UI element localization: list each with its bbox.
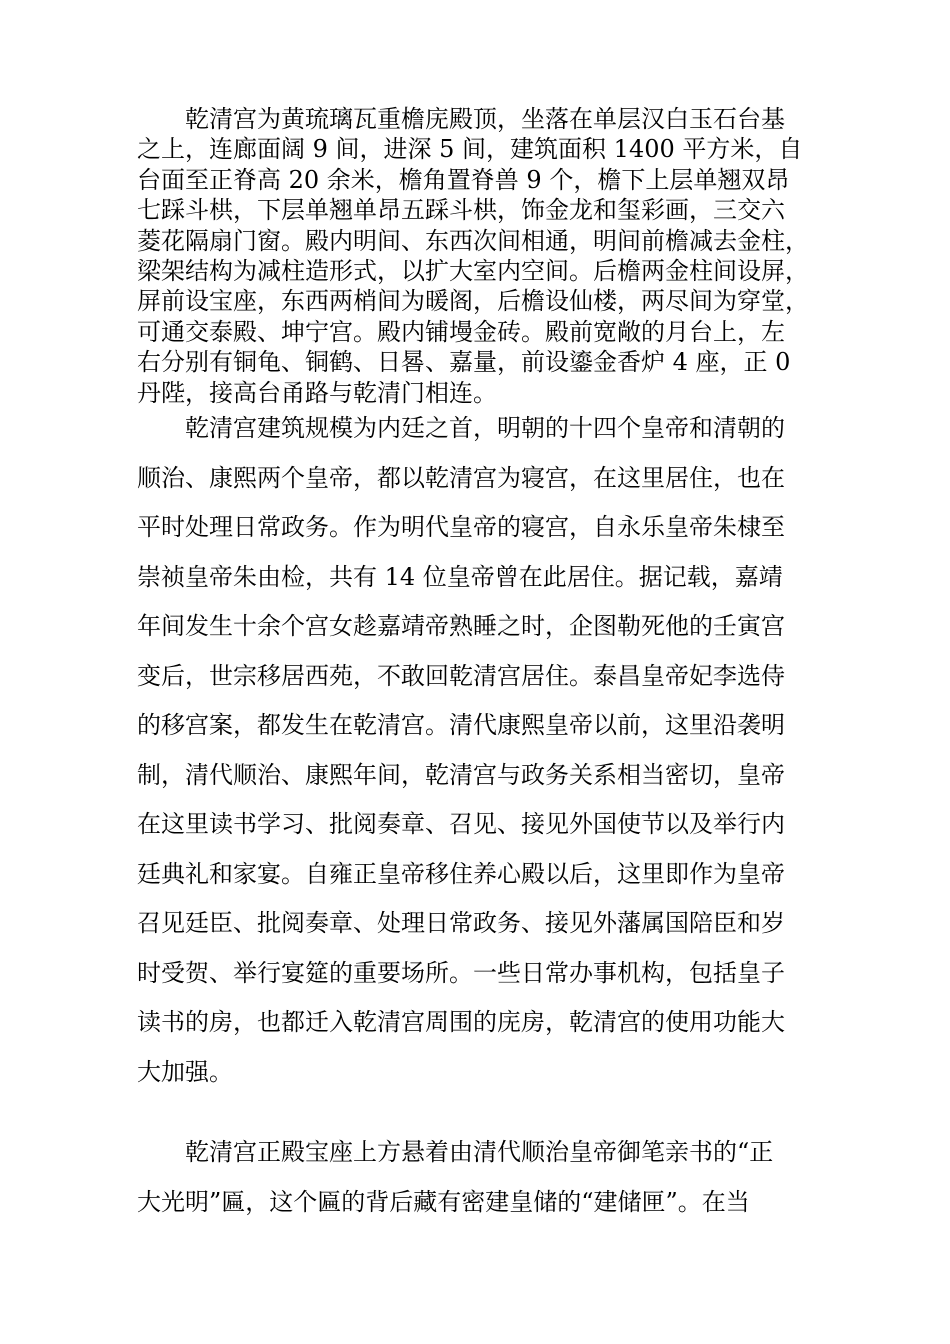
text-line: 丹陛，接高台甬路与乾清门相连。 xyxy=(137,378,497,407)
text-line: 顺治、康熙两个皇帝，都以乾清宫为寝宫，在这里居住，也在 xyxy=(137,463,785,492)
text-line: 屏前设宝座，东西两梢间为暖阁，后檐设仙楼，两尽间为穿堂， xyxy=(137,287,809,316)
text-line: 读书的房，也都迁入乾清宫周围的庑房，乾清宫的使用功能大 xyxy=(137,1008,785,1036)
text-line: 乾清宫为黄琉璃瓦重檐庑殿顶，坐落在单层汉白玉石台基 xyxy=(185,105,785,133)
text-line: 梁架结构为减柱造形式，以扩大室内空间。后檐两金柱间设屏， xyxy=(137,256,809,285)
text-line: 平时处理日常政务。作为明代皇帝的寝宫，自永乐皇帝朱棣至 xyxy=(137,513,785,541)
text-line: 菱花隔扇门窗。殿内明间、东西次间相通，明间前檐减去金柱， xyxy=(137,226,809,255)
text-line: 在这里读书学习、批阅奏章、召见、接见外国使节以及举行内 xyxy=(137,810,785,838)
text-line: 台面至正脊高 20 余米，檐角置脊兽 9 个，檐下上层单翘双昂 xyxy=(137,165,790,194)
text-line: 七踩斗栱，下层单翘单昂五踩斗栱，饰金龙和玺彩画，三交六 xyxy=(137,196,785,225)
text-line: 可通交泰殿、坤宁宫。殿内铺墁金砖。殿前宽敞的月台上，左 xyxy=(137,317,785,346)
paragraph-history xyxy=(137,404,785,1097)
text-line: 右分别有铜龟、铜鹤、日晷、嘉量，前设鎏金香炉 4 座，正 0 xyxy=(137,348,791,377)
text-line: 乾清宫建筑规模为内廷之首，明朝的十四个皇帝和清朝的 xyxy=(185,414,785,442)
text-line: 召见廷臣、批阅奏章、处理日常政务、接见外藩属国陪臣和岁 xyxy=(137,909,785,937)
text-line: 制，清代顺治、康熙年间，乾清宫与政务关系相当密切，皇帝 xyxy=(137,760,785,789)
text-line: 的移宫案，都发生在乾清宫。清代康熙皇帝以前，这里沿袭明 xyxy=(137,711,785,739)
paragraph-plaque xyxy=(137,1128,773,1227)
text-line: 之上，连廊面阔 9 间，进深 5 间，建筑面积 1400 平方米，自 xyxy=(137,135,803,164)
text-line: 年间发生十余个宫女趁嘉靖帝熟睡之时，企图勒死他的壬寅宫 xyxy=(137,612,785,640)
text-line: 崇祯皇帝朱由检，共有 14 位皇帝曾在此居住。据记载，嘉靖 xyxy=(137,562,783,591)
text-line: 乾清宫正殿宝座上方悬着由清代顺治皇帝御笔亲书的“正 xyxy=(185,1138,774,1166)
paragraph-architecture xyxy=(137,104,809,408)
text-line: 廷典礼和家宴。自雍正皇帝移住养心殿以后，这里即作为皇帝 xyxy=(137,859,785,888)
text-line: 大光明”匾，这个匾的背后藏有密建皇储的“建储匣”。在当 xyxy=(137,1187,750,1216)
text-line: 大加强。 xyxy=(137,1057,233,1086)
text-line: 时受贺、举行宴筵的重要场所。一些日常办事机构，包括皇子 xyxy=(137,958,785,987)
text-line: 变后，世宗移居西苑，不敢回乾清宫居住。泰昌皇帝妃李选侍 xyxy=(137,661,785,690)
